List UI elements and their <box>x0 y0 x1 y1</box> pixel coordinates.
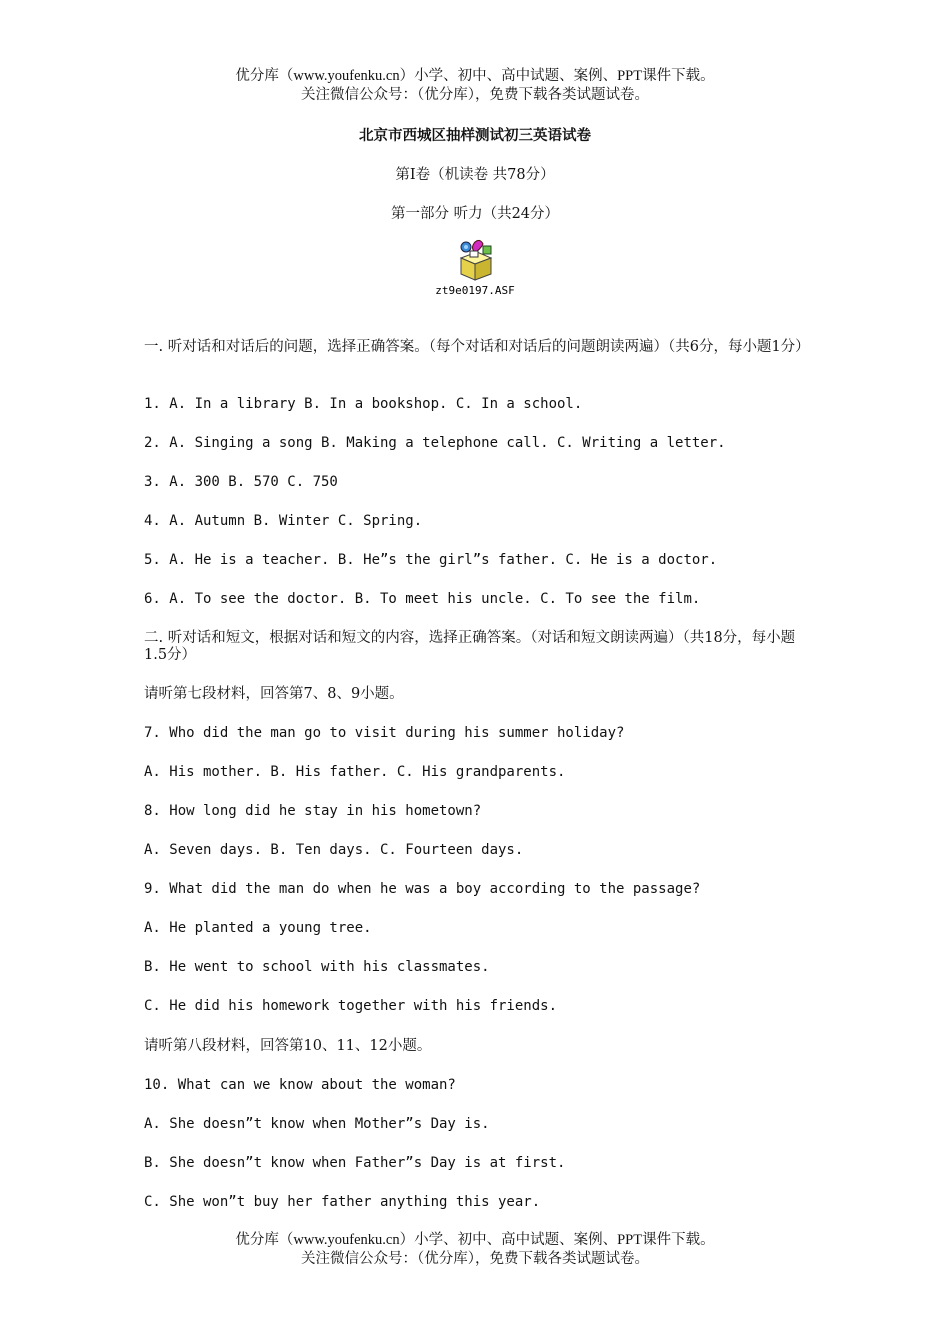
question-8: 8. How long did he stay in his hometown? <box>144 803 482 819</box>
question-10-option-a: A. She doesn”t know when Mother”s Day is. <box>144 1116 490 1132</box>
question-9: 9. What did the man do when he was a boy according to the passage? <box>144 881 701 897</box>
question-6: 6. A. To see the doctor. B. To meet his uncle. C. To see the film. <box>144 591 701 607</box>
question-4: 4. A. Autumn B. Winter C. Spring. <box>144 513 423 529</box>
question-8-options: A. Seven days. B. Ten days. C. Fourteen days. <box>144 842 524 858</box>
header-line-1: 优分库（www.youfenku.cn）小学、初中、高中试题、案例、PPT课件下载。 <box>235 68 715 84</box>
page-header <box>0 67 950 105</box>
material-8-prompt: 请听第八段材料，回答第10、11、12小题。 <box>144 1038 432 1054</box>
question-9-option-b: B. He went to school with his classmates. <box>144 959 490 975</box>
section1-instruction: 一. 听对话和对话后的问题，选择正确答案。（每个对话和对话后的问题朗读两遍）（共6分，每小题1分） <box>144 339 810 355</box>
audio-package-icon <box>453 238 497 282</box>
audio-attachment[interactable] <box>414 238 536 318</box>
header-line-2: 关注微信公众号：（优分库），免费下载各类试题试卷。 <box>301 87 649 103</box>
footer-line-2: 关注微信公众号：（优分库），免费下载各类试题试卷。 <box>301 1251 649 1267</box>
footer-line-1: 优分库（www.youfenku.cn）小学、初中、高中试题、案例、PPT课件下载。 <box>235 1232 715 1248</box>
volume-heading: 第Ⅰ卷（机读卷 共78分） <box>395 167 555 183</box>
page-footer <box>0 1231 950 1269</box>
question-9-option-a: A. He planted a young tree. <box>144 920 372 936</box>
question-10-option-c: C. She won”t buy her father anything this year. <box>144 1194 541 1210</box>
question-2: 2. A. Singing a song B. Making a telephone call. C. Writing a letter. <box>144 435 726 451</box>
part-heading: 第一部分 听力（共24分） <box>390 206 560 222</box>
section2-instruction: 二. 听对话和短文，根据对话和短文的内容，选择正确答案。（对话和短文朗读两遍）（共18分，每小题1.5分） <box>144 630 796 663</box>
question-7-options: A. His mother. B. His father. C. His grandparents. <box>144 764 566 780</box>
question-10-option-b: B. She doesn”t know when Father”s Day is at first. <box>144 1155 566 1171</box>
material-7-prompt: 请听第七段材料，回答第7、8、9小题。 <box>144 686 404 702</box>
question-3: 3. A. 300 B. 570 C. 750 <box>144 474 338 490</box>
exam-title: 北京市西城区抽样测试初三英语试卷 <box>359 127 591 144</box>
question-5: 5. A. He is a teacher. B. He”s the girl”s father. C. He is a doctor. <box>144 552 718 568</box>
question-10: 10. What can we know about the woman? <box>144 1077 456 1093</box>
question-1: 1. A. In a library B. In a bookshop. C. In a school. <box>144 396 583 412</box>
question-9-option-c: C. He did his homework together with his friends. <box>144 998 558 1014</box>
attachment-filename: zt9e0197.ASF <box>435 284 515 297</box>
question-7: 7. Who did the man go to visit during his summer holiday? <box>144 725 625 741</box>
